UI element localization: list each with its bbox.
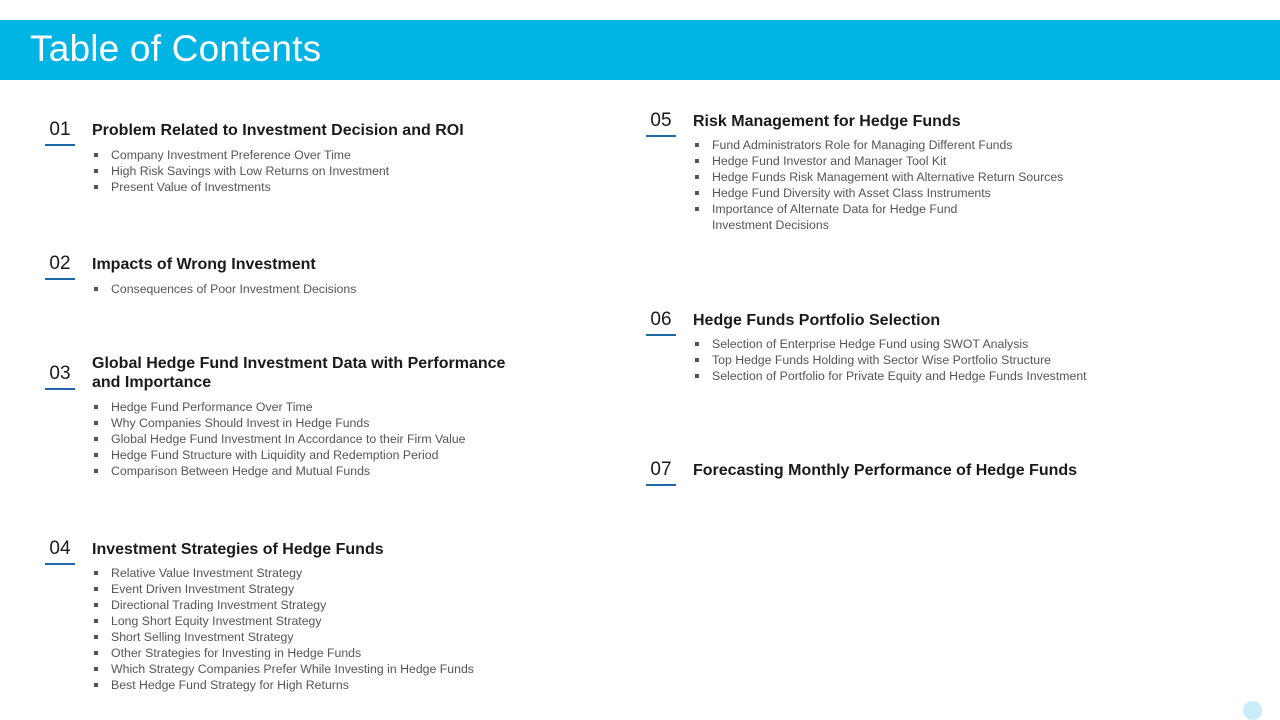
section-items: [92, 281, 356, 297]
list-item: Which Strategy Companies Prefer While Investing in Hedge Funds: [92, 661, 474, 677]
number-underline: [45, 278, 75, 280]
section-items: [92, 147, 389, 195]
header-bar: [0, 20, 1280, 80]
list-item: Event Driven Investment Strategy: [92, 581, 474, 597]
number-underline: [45, 563, 75, 565]
list-item: Short Selling Investment Strategy: [92, 629, 474, 645]
list-item: Directional Trading Investment Strategy: [92, 597, 474, 613]
section-number: 01: [49, 119, 71, 140]
list-item: Best Hedge Fund Strategy for High Returns: [92, 677, 474, 693]
list-item: [693, 201, 1063, 233]
list-item: High Risk Savings with Low Returns on Investment: [92, 163, 389, 179]
number-underline: [646, 135, 676, 137]
section-number: 02: [49, 253, 71, 274]
list-item: Comparison Between Hedge and Mutual Funds: [92, 463, 466, 479]
decorative-circle: [1243, 701, 1262, 720]
number-underline: [646, 484, 676, 486]
page-title: Table of Contents: [30, 28, 322, 69]
list-item: Why Companies Should Invest in Hedge Funds: [92, 415, 466, 431]
section-title: Global Hedge Fund Investment Data with Performance and Importance: [92, 355, 506, 391]
section-items: [92, 565, 474, 693]
section-title: Forecasting Monthly Performance of Hedge Funds: [693, 462, 1078, 479]
list-item: Fund Administrators Role for Managing Different Funds: [693, 137, 1063, 153]
number-underline: [45, 144, 75, 146]
list-item: Present Value of Investments: [92, 179, 389, 195]
number-underline: [646, 334, 676, 336]
section-number: 07: [650, 459, 672, 480]
section-title: Hedge Funds Portfolio Selection: [693, 312, 941, 329]
list-item: Selection of Enterprise Hedge Fund using SWOT Analysis: [693, 336, 1087, 352]
list-item: Hedge Fund Performance Over Time: [92, 399, 466, 415]
section-title: Impacts of Wrong Investment: [92, 256, 316, 273]
list-item: Selection of Portfolio for Private Equity and Hedge Funds Investment: [693, 368, 1087, 384]
list-item: Long Short Equity Investment Strategy: [92, 613, 474, 629]
section-number: 06: [650, 309, 672, 330]
number-underline: [45, 388, 75, 390]
section-number: 03: [49, 363, 71, 384]
list-item-text: Importance of Alternate Data for Hedge Fund: [712, 202, 958, 216]
section-title: Investment Strategies of Hedge Funds: [92, 541, 384, 558]
list-item-continuation: Investment Decisions: [712, 218, 829, 232]
list-item: Hedge Funds Risk Management with Alternative Return Sources: [693, 169, 1063, 185]
list-item: Relative Value Investment Strategy: [92, 565, 474, 581]
section-items: [693, 137, 1063, 233]
section-number: 05: [650, 110, 672, 131]
section-number: 04: [49, 538, 71, 559]
section-items: [92, 399, 466, 479]
section-items: [693, 336, 1087, 384]
list-item: Consequences of Poor Investment Decisions: [92, 281, 356, 297]
section-title: Problem Related to Investment Decision and ROI: [92, 122, 464, 139]
section-title: Risk Management for Hedge Funds: [693, 113, 961, 130]
list-item: Company Investment Preference Over Time: [92, 147, 389, 163]
list-item: Hedge Fund Structure with Liquidity and Redemption Period: [92, 447, 466, 463]
list-item: Hedge Fund Investor and Manager Tool Kit: [693, 153, 1063, 169]
list-item: Top Hedge Funds Holding with Sector Wise Portfolio Structure: [693, 352, 1087, 368]
list-item: Global Hedge Fund Investment In Accordance to their Firm Value: [92, 431, 466, 447]
list-item: Hedge Fund Diversity with Asset Class Instruments: [693, 185, 1063, 201]
list-item: Other Strategies for Investing in Hedge Funds: [92, 645, 474, 661]
